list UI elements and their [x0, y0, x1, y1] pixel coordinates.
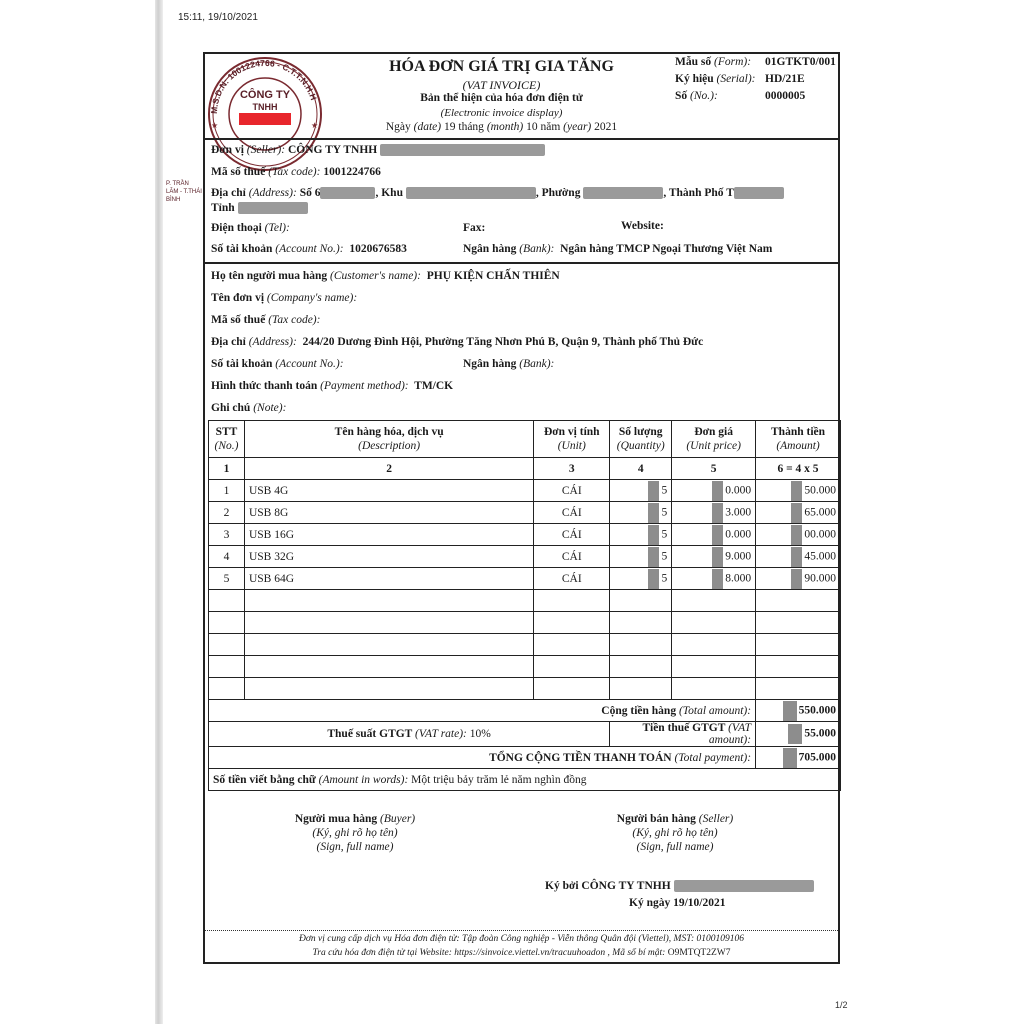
empty-cell	[209, 656, 245, 678]
amount-value: 65.000	[804, 506, 836, 519]
empty-cell	[534, 612, 610, 634]
invoice-number	[675, 90, 806, 102]
payment-method-value: TM/CK	[414, 380, 454, 392]
empty-cell	[756, 678, 841, 700]
redaction	[712, 569, 723, 589]
column-index: 3	[534, 458, 610, 480]
buyer-address-label: Địa chỉ	[211, 336, 246, 348]
row-unit-price	[672, 480, 756, 502]
buyer-payment-label-en: (Payment method):	[320, 380, 409, 392]
empty-row	[209, 612, 841, 634]
buyer-tax-label: Mã số thuế	[211, 314, 266, 326]
row-unit: CÁI	[534, 546, 610, 568]
vat-amount-label-vi: Tiền thuế GTGT	[642, 722, 726, 734]
buyer-sign-title-en: (Buyer)	[380, 813, 416, 825]
form-number	[675, 56, 836, 68]
signed-by	[545, 880, 814, 892]
words-value: Một triệu bảy trăm lẻ năm nghìn đồng	[411, 773, 587, 786]
scan-margin	[0, 0, 158, 1024]
seller-section	[205, 138, 838, 264]
empty-row	[209, 656, 841, 678]
seller-unit-label: Đơn vị	[211, 144, 244, 156]
signed-date: Ký ngày 19/10/2021	[629, 897, 726, 909]
column-header-vi: Thành tiền	[771, 426, 826, 438]
vat-amount-label	[610, 722, 756, 747]
date-label-en: (date)	[413, 121, 442, 133]
empty-cell	[244, 634, 533, 656]
words-label: Số tiền viết bằng chữ	[213, 773, 316, 786]
row-no: 5	[209, 568, 245, 590]
stamp-bottom-text: P. TRẦN LÃM - T.THÁI BÌNH	[166, 181, 202, 203]
sign-instruction-en: (Sign, full name)	[636, 841, 714, 853]
invoice-header	[205, 54, 838, 140]
row-quantity	[610, 546, 672, 568]
buyer-address	[211, 336, 703, 348]
total-amount-row	[209, 700, 841, 722]
sign-instruction-en: (Sign, full name)	[316, 841, 394, 853]
row-quantity	[610, 480, 672, 502]
quantity-value: 5	[661, 550, 668, 563]
redaction	[648, 503, 659, 523]
buyer-address-value: 244/20 Dương Đình Hội, Phường Tăng Nhơn Phú B, Quận 9, Thành phố Thủ Đức	[302, 336, 704, 348]
redaction	[674, 880, 814, 892]
unit-price-value: 9.000	[725, 550, 752, 563]
seller-account-value: 1020676583	[349, 243, 407, 255]
column-header-vi: Tên hàng hóa, dịch vụ	[334, 426, 444, 438]
empty-row	[209, 678, 841, 700]
empty-cell	[244, 656, 533, 678]
row-unit: CÁI	[534, 480, 610, 502]
column-header	[610, 421, 672, 458]
redaction	[791, 525, 802, 545]
seller-address-line2	[211, 202, 308, 214]
quantity-value: 5	[661, 528, 668, 541]
row-unit-price	[672, 524, 756, 546]
invoice-date	[165, 121, 838, 133]
words-label-en: (Amount in words):	[318, 773, 409, 786]
column-header-vi: STT	[215, 426, 238, 438]
empty-cell	[672, 656, 756, 678]
row-description: USB 8G	[244, 502, 533, 524]
column-header-en: (Amount)	[776, 440, 820, 452]
scan-edge	[155, 0, 163, 1024]
seller-address-label-en: (Address):	[248, 187, 297, 199]
empty-cell	[672, 612, 756, 634]
seller-sign-title-en: (Seller)	[698, 813, 734, 825]
table-row	[209, 524, 841, 546]
redaction	[791, 547, 802, 567]
buyer-name-label: Họ tên người mua hàng	[211, 270, 328, 282]
row-no: 2	[209, 502, 245, 524]
row-unit: CÁI	[534, 568, 610, 590]
row-description: USB 32G	[244, 546, 533, 568]
seller-account-label: Số tài khoản	[211, 243, 273, 255]
row-quantity	[610, 568, 672, 590]
row-quantity	[610, 502, 672, 524]
vat-row	[209, 722, 841, 747]
redaction	[406, 187, 536, 199]
column-header-en: (Description)	[358, 440, 421, 452]
buyer-bank-label: Ngân hàng	[463, 358, 517, 370]
seller-signature-block	[605, 812, 745, 854]
serial-value: HD/21E	[765, 73, 805, 85]
empty-cell	[209, 590, 245, 612]
empty-cell	[244, 612, 533, 634]
redaction	[712, 503, 723, 523]
serial-number	[675, 73, 805, 85]
footer-provider: Đơn vị cung cấp dịch vụ Hóa đơn điện tử: Tập đoàn Công nghiệp - Viễn thông Quân đội (Viettel), MST: 0100109106	[298, 934, 745, 944]
total-label-en: (Total amount):	[678, 704, 752, 717]
row-unit: CÁI	[534, 524, 610, 546]
payment-label: TỔNG CỘNG TIỀN THANH TOÁN	[489, 751, 672, 764]
unit-price-value: 8.000	[725, 572, 752, 585]
buyer-payment-label: Hình thức thanh toán	[211, 380, 318, 392]
invoice-frame	[203, 52, 840, 964]
page-number: 1/2	[835, 1000, 848, 1010]
amount-value: 90.000	[804, 572, 836, 585]
column-header-vi: Đơn vị tính	[543, 426, 600, 438]
redaction	[712, 547, 723, 567]
redaction	[238, 202, 308, 214]
form-label-en: (Form):	[713, 56, 752, 68]
empty-cell	[672, 634, 756, 656]
total-label: Cộng tiền hàng	[601, 704, 677, 717]
invoice-title: HÓA ĐƠN GIÁ TRỊ GIA TĂNG	[389, 58, 614, 75]
column-header-vi: Số lượng	[618, 426, 663, 438]
redaction	[783, 701, 797, 721]
seller-sign-title: Người bán hàng	[616, 813, 696, 825]
seller-unit-label-en: (Seller):	[246, 144, 286, 156]
column-index: 6 = 4 x 5	[756, 458, 841, 480]
stamp-ring-text: M.S.D.N: 1001224766 - C.T.T.N.H.H	[208, 57, 319, 115]
invoice-title-en: (VAT INVOICE)	[462, 78, 541, 92]
total-amount-value	[756, 700, 841, 722]
invoice-subtitle-en: (Electronic invoice display)	[440, 107, 563, 119]
column-header	[244, 421, 533, 458]
column-index: 5	[672, 458, 756, 480]
redaction	[320, 187, 375, 199]
total-payment-label	[209, 747, 756, 769]
column-header-en: (Unit)	[557, 440, 586, 452]
buyer-note-label-en: (Note):	[253, 402, 287, 414]
row-description: USB 4G	[244, 480, 533, 502]
column-header	[756, 421, 841, 458]
seller-address	[211, 187, 784, 199]
seller-bank-label-en: (Bank):	[519, 243, 555, 255]
seller-tax-label-en: (Tax code):	[268, 166, 321, 178]
empty-cell	[756, 590, 841, 612]
row-amount	[756, 568, 841, 590]
date-day: 19	[444, 121, 456, 133]
redaction	[648, 569, 659, 589]
buyer-name-label-en: (Customer's name):	[330, 270, 421, 282]
payment-label-en: (Total payment):	[674, 751, 752, 764]
row-unit-price	[672, 546, 756, 568]
date-year: 2021	[594, 121, 618, 133]
buyer-bank-label-en: (Bank):	[519, 358, 555, 370]
vat-rate-label: Thuế suất GTGT	[327, 728, 413, 740]
vat-rate-label-en: (VAT rate):	[415, 728, 467, 740]
empty-cell	[244, 678, 533, 700]
empty-cell	[534, 590, 610, 612]
empty-row	[209, 590, 841, 612]
seller-fax: Fax:	[463, 222, 486, 234]
empty-row	[209, 634, 841, 656]
address-part: Số 6	[299, 187, 321, 199]
row-description: USB 64G	[244, 568, 533, 590]
vat-rate-value: 10%	[469, 728, 491, 740]
total-payment-row	[209, 747, 841, 769]
empty-cell	[756, 656, 841, 678]
redaction	[734, 187, 784, 199]
seller-tax-value: 1001224766	[323, 166, 381, 178]
redaction	[583, 187, 663, 199]
seller-tel	[211, 222, 290, 234]
column-index: 2	[244, 458, 533, 480]
empty-cell	[209, 634, 245, 656]
seller-unit	[211, 144, 545, 156]
buyer-account-label-en: (Account No.):	[275, 358, 344, 370]
amount-value: 45.000	[804, 550, 836, 563]
amount-value: 50.000	[804, 484, 836, 497]
empty-cell	[610, 634, 672, 656]
column-header	[672, 421, 756, 458]
amount-value: 00.000	[804, 528, 836, 541]
date-nam: năm	[540, 121, 561, 133]
row-no: 4	[209, 546, 245, 568]
seller-bank-label: Ngân hàng	[463, 243, 517, 255]
empty-cell	[244, 590, 533, 612]
row-amount	[756, 502, 841, 524]
empty-cell	[672, 678, 756, 700]
form-value: 01GTKT0/001	[765, 56, 836, 68]
empty-cell	[209, 678, 245, 700]
empty-cell	[756, 634, 841, 656]
buyer-signature-block	[285, 812, 425, 854]
invoice-subtitle: Bản thể hiện của hóa đơn điện tử	[420, 92, 583, 104]
quantity-value: 5	[661, 506, 668, 519]
stamp-center-text: CÔNG TY	[239, 89, 291, 101]
date-month: 10	[526, 121, 538, 133]
column-index: 4	[610, 458, 672, 480]
redaction	[648, 547, 659, 567]
table-header-row	[209, 421, 841, 458]
year-label-en: (year)	[563, 121, 592, 133]
redaction	[712, 481, 723, 501]
payment-value: 705.000	[798, 751, 836, 764]
seller-tel-label: Điện thoại	[211, 222, 262, 234]
address-part: , Phường	[535, 187, 581, 199]
redaction	[648, 481, 659, 501]
empty-cell	[534, 656, 610, 678]
seller-website: Website:	[621, 220, 664, 232]
buyer-company	[211, 292, 357, 304]
items-table	[208, 420, 841, 791]
column-header-en: (No.)	[214, 440, 239, 452]
unit-price-value: 3.000	[725, 506, 752, 519]
buyer-sign-title: Người mua hàng	[294, 813, 378, 825]
secret-code: O9MTQT2ZW7	[667, 948, 731, 958]
empty-cell	[610, 678, 672, 700]
stamp-star-icon: ★	[311, 121, 319, 130]
redaction	[788, 724, 802, 744]
buyer-section	[205, 262, 838, 418]
serial-label: Ký hiệu	[675, 73, 714, 85]
sign-instruction-vi: (Ký, ghi rõ họ tên)	[632, 827, 718, 839]
seller-tax	[211, 166, 381, 178]
buyer-address-label-en: (Address):	[248, 336, 297, 348]
date-ngay: Ngày	[385, 121, 411, 133]
empty-cell	[610, 590, 672, 612]
unit-price-value: 0.000	[725, 484, 752, 497]
buyer-note-label: Ghi chú	[211, 402, 251, 414]
total-payment-value	[756, 747, 841, 769]
seller-bank-value: Ngân hàng TMCP Ngoại Thương Việt Nam	[560, 243, 773, 255]
empty-cell	[209, 612, 245, 634]
seller-tel-label-en: (Tel):	[264, 222, 290, 234]
quantity-value: 5	[661, 572, 668, 585]
seller-tax-label: Mã số thuế	[211, 166, 266, 178]
column-header-vi: Đơn giá	[694, 426, 733, 438]
column-header-en: (Quantity)	[616, 440, 665, 452]
row-no: 3	[209, 524, 245, 546]
redaction	[791, 503, 802, 523]
buyer-company-label: Tên đơn vị	[211, 292, 265, 304]
stamp-center-text2: TNHH	[252, 102, 278, 112]
serial-label-en: (Serial):	[716, 73, 756, 85]
row-unit-price	[672, 568, 756, 590]
empty-cell	[534, 678, 610, 700]
vat-amount-label-en: (VAT amount):	[708, 722, 752, 746]
table-row	[209, 546, 841, 568]
no-label: Số	[675, 90, 688, 102]
redaction	[648, 525, 659, 545]
buyer-tax-label-en: (Tax code):	[268, 314, 321, 326]
empty-cell	[534, 634, 610, 656]
unit-price-value: 0.000	[725, 528, 752, 541]
total-amount-label	[209, 700, 756, 722]
address-part: , Thành Phố T	[663, 187, 734, 199]
amount-in-words	[209, 769, 841, 791]
table-row	[209, 502, 841, 524]
table-row	[209, 480, 841, 502]
sign-instruction-vi: (Ký, ghi rõ họ tên)	[312, 827, 398, 839]
form-label: Mẫu số	[675, 56, 712, 68]
buyer-account	[211, 358, 344, 370]
buyer-company-label-en: (Company's name):	[266, 292, 358, 304]
seller-account-label-en: (Account No.):	[275, 243, 344, 255]
seller-bank	[463, 243, 772, 255]
vat-value: 55.000	[804, 727, 836, 740]
redaction	[791, 481, 802, 501]
seller-name: CÔNG TY TNHH	[287, 144, 378, 156]
seller-account	[211, 243, 407, 255]
buyer-account-label: Số tài khoản	[211, 358, 273, 370]
month-label-en: (month)	[486, 121, 524, 133]
buyer-name-value: PHỤ KIỆN CHẤN THIÊN	[426, 270, 560, 282]
column-header	[534, 421, 610, 458]
buyer-note	[211, 402, 286, 414]
row-no: 1	[209, 480, 245, 502]
column-index: 1	[209, 458, 245, 480]
row-unit: CÁI	[534, 502, 610, 524]
row-unit-price	[672, 502, 756, 524]
table-row	[209, 568, 841, 590]
row-description: USB 16G	[244, 524, 533, 546]
redaction	[380, 144, 545, 156]
address-part: , Khu	[375, 187, 403, 199]
empty-cell	[672, 590, 756, 612]
quantity-value: 5	[661, 484, 668, 497]
row-amount	[756, 480, 841, 502]
redaction	[791, 569, 802, 589]
empty-cell	[610, 612, 672, 634]
footer-divider	[205, 930, 838, 931]
buyer-payment	[211, 380, 453, 392]
footer-lookup	[205, 948, 838, 958]
total-value: 550.000	[798, 704, 836, 717]
row-amount	[756, 546, 841, 568]
column-header-en: (Unit price)	[686, 440, 741, 452]
address-line2: Tỉnh	[211, 202, 235, 214]
stamp-star-icon: ★	[211, 121, 219, 130]
invoice-no-value: 0000005	[765, 90, 806, 102]
no-label-en: (No.):	[690, 90, 718, 102]
seller-address-label: Địa chỉ	[211, 187, 246, 199]
amount-words-row	[209, 769, 841, 791]
vat-amount-value	[756, 722, 841, 747]
signed-by-text: Ký bởi CÔNG TY TNHH	[545, 880, 671, 892]
vat-rate	[209, 722, 610, 747]
buyer-bank	[463, 358, 554, 370]
date-thang: tháng	[458, 121, 484, 133]
empty-cell	[756, 612, 841, 634]
buyer-tax	[211, 314, 320, 326]
row-quantity	[610, 524, 672, 546]
footer-lookup-text: Tra cứu hóa đơn điện tử tại Website: https://sinvoice.viettel.vn/tracuuhoadon , Mã số bí mật:	[312, 948, 666, 958]
print-timestamp: 15:11, 19/10/2021	[178, 12, 258, 23]
table-index-row	[209, 458, 841, 480]
empty-cell	[610, 656, 672, 678]
redaction	[783, 748, 797, 768]
redaction	[712, 525, 723, 545]
row-amount	[756, 524, 841, 546]
buyer-name	[211, 270, 560, 282]
column-header	[209, 421, 245, 458]
